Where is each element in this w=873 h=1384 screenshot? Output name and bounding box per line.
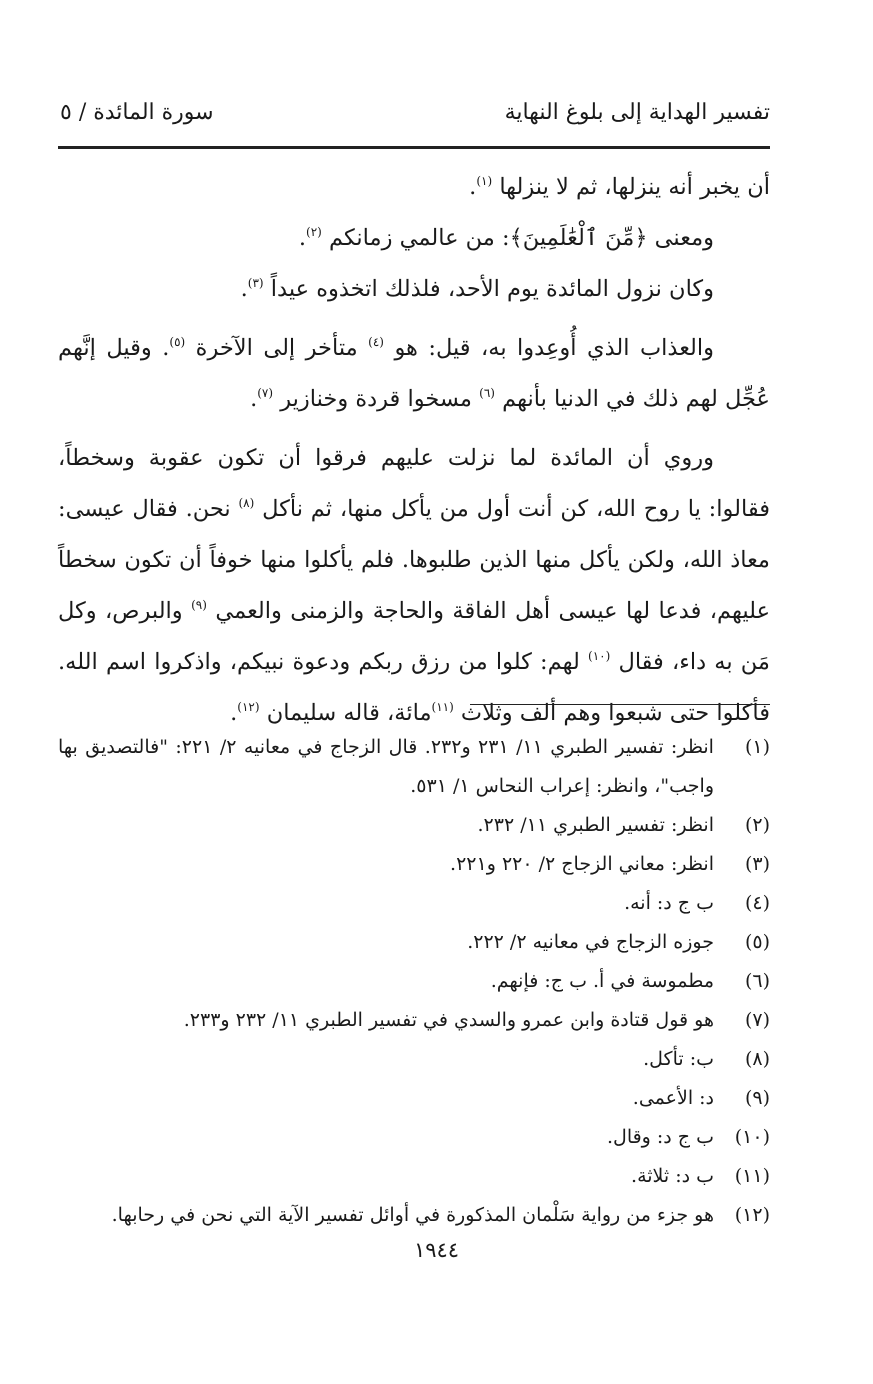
footnote-ref-10: (١٠): [588, 649, 611, 663]
paragraph-5-text-c: والبرص، وكل مَن به داء، فقال: [58, 598, 770, 675]
footnote-number: (٨): [744, 1048, 770, 1070]
footnote-text: جوزه الزجاج في معانيه ٢/ ٢٢٢.: [467, 931, 714, 953]
paragraph-2: [58, 213, 770, 264]
paragraph-5-text-a: وروي أن المائدة لما نزلت عليهم فرقوا أن تكون عقوبة وسخطاً، فقالوا: يا روح الله، كن أنت أول من يأكل منها، ثم نأكل: [58, 445, 770, 522]
paragraph-4-text-c: . وقيل إنَّهم عُجِّل لهم ذلك في الدنيا بأنهم: [58, 335, 770, 412]
footnotes: [58, 728, 770, 1235]
footnote-ref-3: (٣): [247, 276, 264, 290]
footnote-ref-2: (٢): [306, 225, 322, 239]
footnote-text: هو جزء من رواية سَلْمان المذكورة في أوائل تفسير الآية التي نحن في رحابها.: [111, 1204, 714, 1226]
footnote-ref-7: (٧): [257, 386, 274, 400]
footnote-item: [58, 1079, 770, 1118]
footnote-ref-8: (٨): [238, 496, 255, 510]
footnote-text: انظر: تفسير الطبري ١١/ ٢٣١ و٢٣٢. قال الزجاج في معانيه ٢/ ٢٢١: "فالتصديق بها واجب"، وانظر: إعراب النحاس ١/ ٥٣١.: [58, 736, 714, 797]
footnote-text: ب ج د: وقال.: [606, 1126, 714, 1148]
footnote-text: ب ج د: أنه.: [624, 892, 714, 914]
main-text: [58, 162, 770, 739]
footnote-item: [58, 884, 770, 923]
paragraph-4-text-b: متأخر إلى الآخرة: [195, 335, 358, 361]
footnote-number: (٣): [744, 853, 770, 875]
paragraph-1-text: أن يخبر أنه ينزلها، ثم لا ينزلها: [499, 174, 770, 200]
paragraph-3-end: .: [240, 276, 248, 302]
footnote-number: (٦): [744, 970, 770, 992]
surah-title: سورة المائدة / ٥: [60, 100, 214, 125]
paragraph-1: [58, 162, 770, 213]
paragraph-5-end: .: [230, 700, 238, 726]
footnote-item: [58, 1118, 770, 1157]
paragraph-5-text-d: لهم: كلوا من رزق ربكم ودعوة نبيكم، واذكروا اسم الله. فأكلوا حتى شبعوا وهم ألف وثلاث: [58, 649, 770, 726]
footnote-text: ب د: ثلاثة.: [631, 1165, 714, 1187]
page-header: [60, 100, 770, 134]
paragraph-4-text-a: والعذاب الذي أُوعِدوا به، قيل: هو: [394, 335, 715, 361]
footnote-item: [58, 1001, 770, 1040]
footnote-text: هو قول قتادة وابن عمرو والسدي في تفسير الطبري ١١/ ٢٣٢ و٢٣٣.: [183, 1009, 714, 1031]
footnote-number: (٩): [744, 1087, 770, 1109]
footnote-number: (٥): [744, 931, 770, 953]
paragraph-2-text: ومعنى ﴿مِّنَ ٱلْعَٰلَمِينَ﴾: من عالمي زمانكم: [329, 225, 714, 251]
book-title: تفسير الهداية إلى بلوغ النهاية: [504, 100, 770, 125]
paragraph-3: [58, 264, 770, 315]
footnote-divider: [470, 704, 770, 705]
footnote-number: (٧): [744, 1009, 770, 1031]
footnote-item: [58, 845, 770, 884]
footnote-item: [58, 1196, 770, 1235]
footnote-ref-1: (١): [476, 174, 493, 188]
footnote-text: انظر: تفسير الطبري ١١/ ٢٣٢.: [477, 814, 714, 836]
footnote-text: د: الأعمى.: [632, 1087, 714, 1109]
footnote-number: (١١): [734, 1165, 770, 1187]
footnote-ref-4: (٤): [368, 335, 384, 349]
footnote-ref-12: (١٢): [237, 700, 260, 714]
footnote-ref-6: (٦): [479, 386, 495, 400]
footnote-ref-5: (٥): [169, 335, 186, 349]
footnote-ref-11: (١١): [431, 700, 454, 714]
paragraph-5-text-e: مائة، قاله سليمان: [266, 700, 432, 726]
footnote-text: ب: تأكل.: [643, 1048, 714, 1070]
footnote-item: [58, 923, 770, 962]
footnote-text: مطموسة في أ. ب ج: فإنهم.: [490, 970, 714, 992]
footnote-item: [58, 1040, 770, 1079]
footnote-number: (١): [744, 736, 770, 758]
footnote-item: [58, 806, 770, 845]
footnote-number: (١٢): [734, 1204, 770, 1226]
footnote-item: [58, 1157, 770, 1196]
paragraph-3-text: وكان نزول المائدة يوم الأحد، فلذلك اتخذوه عيداً: [270, 276, 714, 302]
footnote-number: (١٠): [734, 1126, 770, 1148]
paragraph-5-text-b: نحن. فقال عيسى: معاذ الله، ولكن يأكل منها الذين طلبوها. فلم يأكلوا منها خوفاً أن تكون سخطاً عليهم، فدعا لها عيسى أهل الفاقة والحاجة والزمنى والعمي: [58, 496, 770, 624]
footnote-ref-9: (٩): [191, 598, 207, 612]
footnote-number: (٤): [744, 892, 770, 914]
paragraph-4: [58, 323, 770, 425]
paragraph-2-end: .: [298, 225, 307, 251]
header-divider: [58, 146, 770, 149]
footnote-text: انظر: معاني الزجاج ٢/ ٢٢٠ و٢٢١.: [450, 853, 714, 875]
paragraph-1-end: .: [469, 174, 477, 200]
footnote-number: (٢): [744, 814, 770, 836]
footnote-item: [58, 728, 770, 806]
paragraph-4-text-d: مسخوا قردة وخنازير: [280, 386, 472, 412]
page-number: ١٩٤٤: [413, 1238, 460, 1262]
paragraph-5: [58, 433, 770, 739]
footnote-item: [58, 962, 770, 1001]
paragraph-4-end: .: [250, 386, 258, 412]
